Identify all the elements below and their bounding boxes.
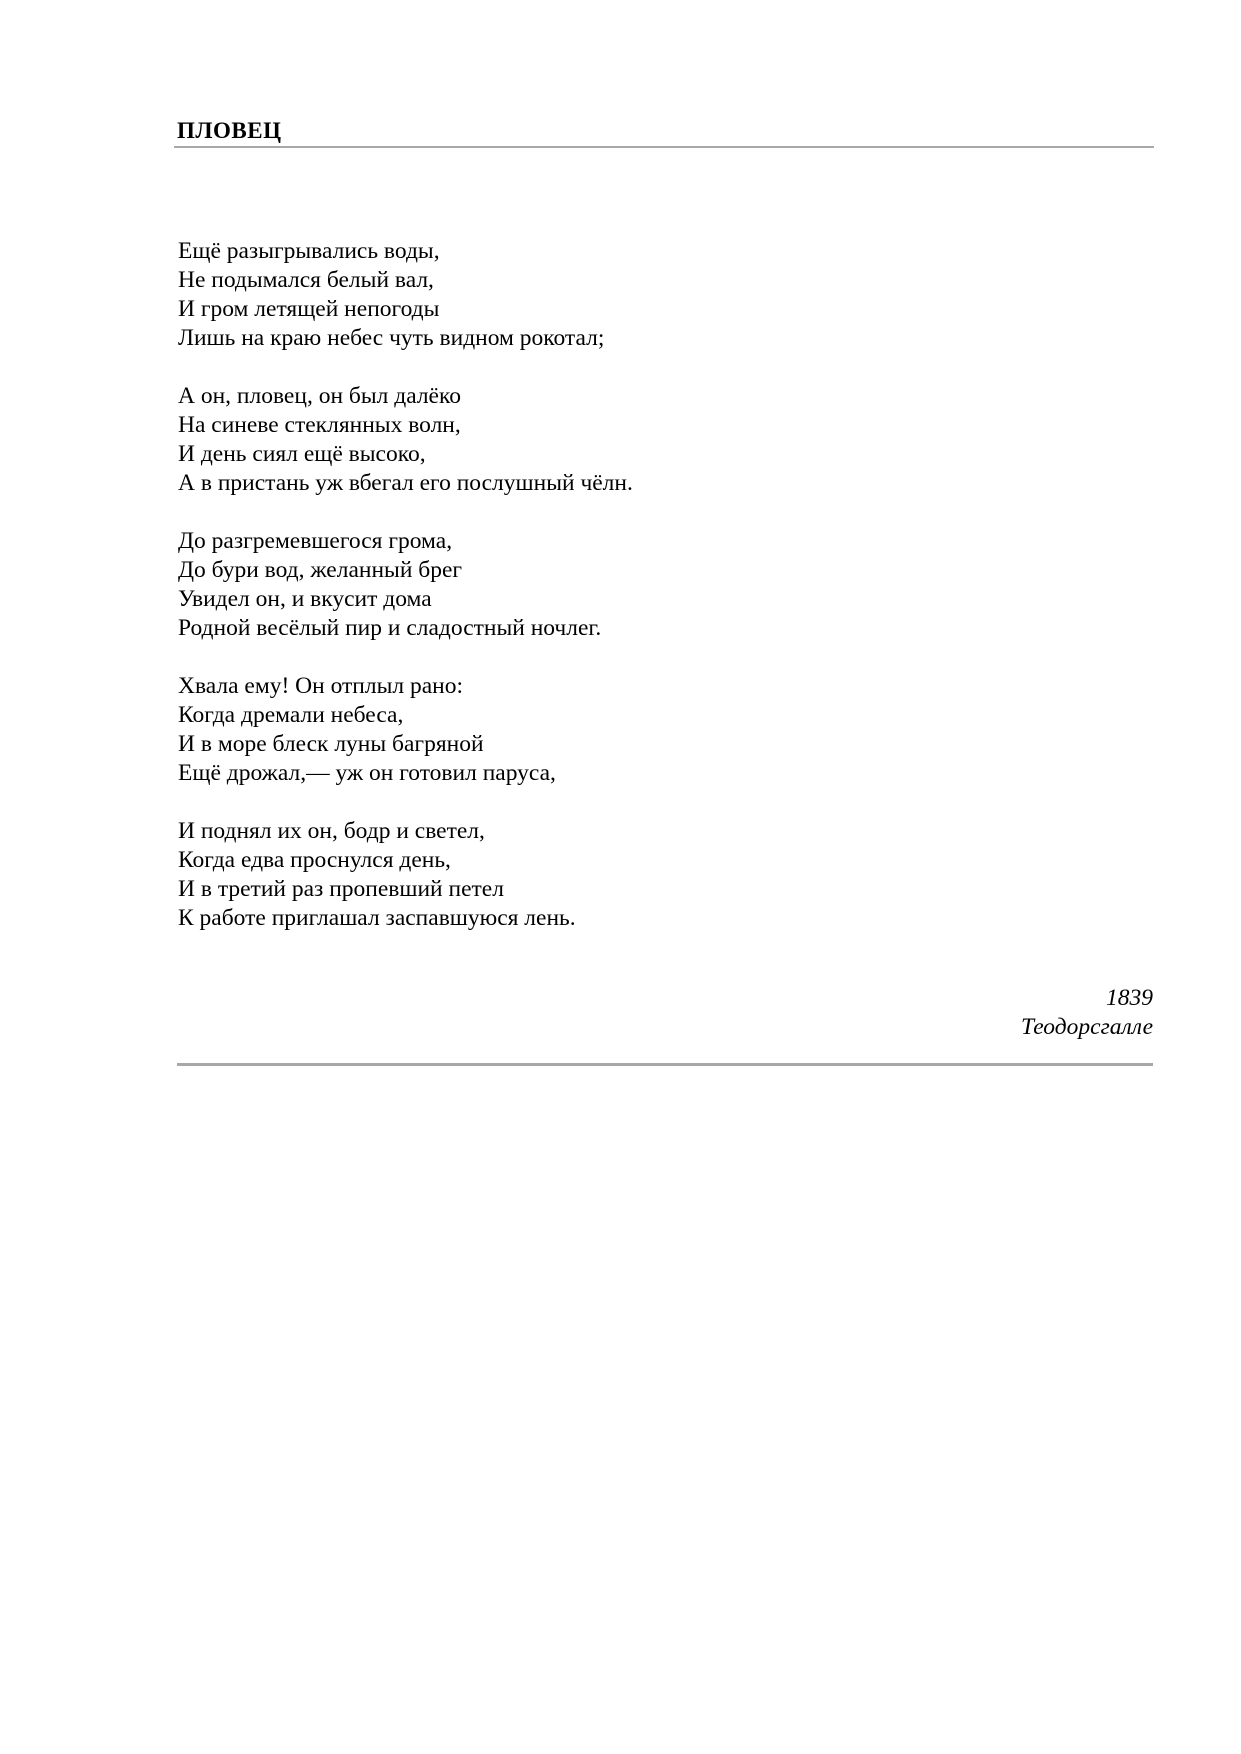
stanza — [178, 672, 1078, 788]
poem-line: Когда едва проснулся день, — [178, 847, 451, 873]
title-divider — [174, 146, 1154, 148]
poem-line: Ещё дрожал,— уж он готовил паруса, — [178, 760, 556, 786]
poem-line: Хвала ему! Он отплыл рано: — [178, 673, 464, 699]
poem-year: 1839 — [1106, 985, 1153, 1011]
stanza — [178, 527, 1078, 643]
poem-line: И в третий раз пропевший петел — [178, 876, 504, 902]
poem-line: Увидел он, и вкусит дома — [178, 586, 432, 612]
poem-line: И гром летящей непогоды — [178, 296, 440, 322]
poem-line: А в пристань уж вбегал его послушный чёлн. — [178, 470, 633, 496]
poem-line: И в море блеск луны багряной — [178, 731, 484, 757]
poem-line: И день сиял ещё высоко, — [178, 441, 426, 467]
poem-line: До разгремевшегося грома, — [178, 528, 453, 554]
poem-line: А он, пловец, он был далёко — [178, 383, 461, 409]
poem-line: Когда дремали небеса, — [178, 702, 404, 728]
stanza — [178, 817, 1078, 933]
poem-line: Не подымался белый вал, — [178, 267, 434, 293]
poem-line: Лишь на краю небес чуть видном рокотал; — [178, 325, 605, 351]
poem-line: Родной весёлый пир и сладостный ночлег. — [178, 615, 602, 641]
poem-line: К работе приглашал заспавшуюся лень. — [178, 905, 576, 931]
poem-place: Теодорсгалле — [1020, 1014, 1153, 1040]
end-divider — [177, 1063, 1153, 1066]
poem-line: И поднял их он, бодр и светел, — [178, 818, 485, 844]
poem-title: ПЛОВЕЦ — [177, 118, 282, 143]
poem-body — [178, 237, 1078, 962]
stanza — [178, 382, 1078, 498]
stanza — [178, 237, 1078, 353]
poem-signature — [1021, 984, 1153, 1042]
poem-line: Ещё разыгрывались воды, — [178, 238, 440, 264]
poem-line: До бури вод, желанный брег — [178, 557, 463, 583]
poem-line: На синеве стеклянных волн, — [178, 412, 461, 438]
